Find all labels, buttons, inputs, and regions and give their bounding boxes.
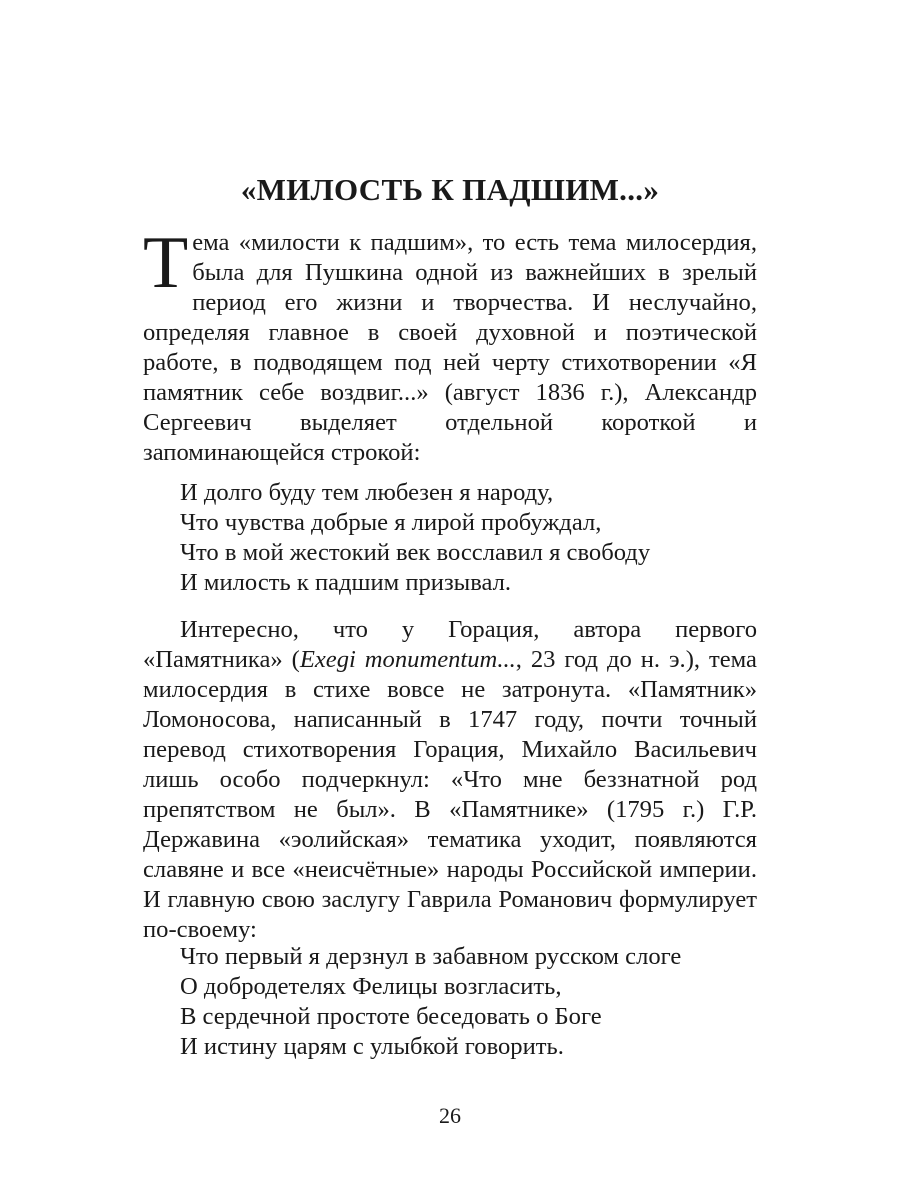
verse-line: И истину царям с улыбкой говорить. [180, 1033, 564, 1060]
paragraph-1 [143, 222, 757, 468]
drop-cap: Т [143, 222, 189, 304]
verse-line: В сердечной простоте беседовать о Боге [180, 1003, 602, 1030]
verse-line: О добродетелях Фелицы возгласить, [180, 973, 562, 1000]
verse-line: И долго буду тем любезен я народу, [180, 479, 554, 506]
verse-line: Что чувства добрые я лирой пробуждал, [180, 509, 602, 536]
chapter-title: «МИЛОСТЬ К ПАДШИМ...» [240, 172, 660, 207]
verse-line: И милость к падшим призывал. [180, 569, 512, 596]
paragraph-2 [143, 615, 757, 945]
paragraph-1-text: ема «милости к падшим», то есть тема милосердия, была для Пушкина одной из важнейших в зрелый период его жизни и творчества. И неслучайно, определяя главное в своей духовной и поэтической работе, в подводящем под ней черту стихотворении «Я памятник себе воздвиг...» (август 1836 г.), Александр Сергеевич выделяет отдельной короткой и запоминающейся строкой: [143, 229, 757, 466]
page-number: 26 [439, 1103, 461, 1128]
paragraph-2-text-end: , 23 год до н. э.), тема милосердия в стихе вовсе не затронута. «Памятник» Ломоносова, написанный в 1747 году, почти точный перевод стихотворения Горация, Михайло Васильевич лишь особо подчеркнул: «Что мне беззнатной род препятством не был». В «Памятнике» (1795 г.) Г.Р. Державина «эолийская» тематика уходит, появляются славяне и все «неисчётные» народы Российской империи. И главную свою заслугу Гаврила Романович формулирует по-своему: [143, 646, 757, 943]
latin-title: Exegi monumentum... [299, 646, 516, 673]
verse-quote-pushkin [180, 478, 757, 598]
paragraph-2-text-start: Интересно, что у Горация, автора первого «Памятника» ( [143, 616, 757, 673]
book-page [143, 0, 757, 1200]
verse-quote-derzhavin [180, 942, 757, 1062]
verse-line: Что первый я дерзнул в забавном русском слоге [180, 943, 682, 970]
verse-line: Что в мой жестокий век восславил я свободу [180, 539, 651, 566]
